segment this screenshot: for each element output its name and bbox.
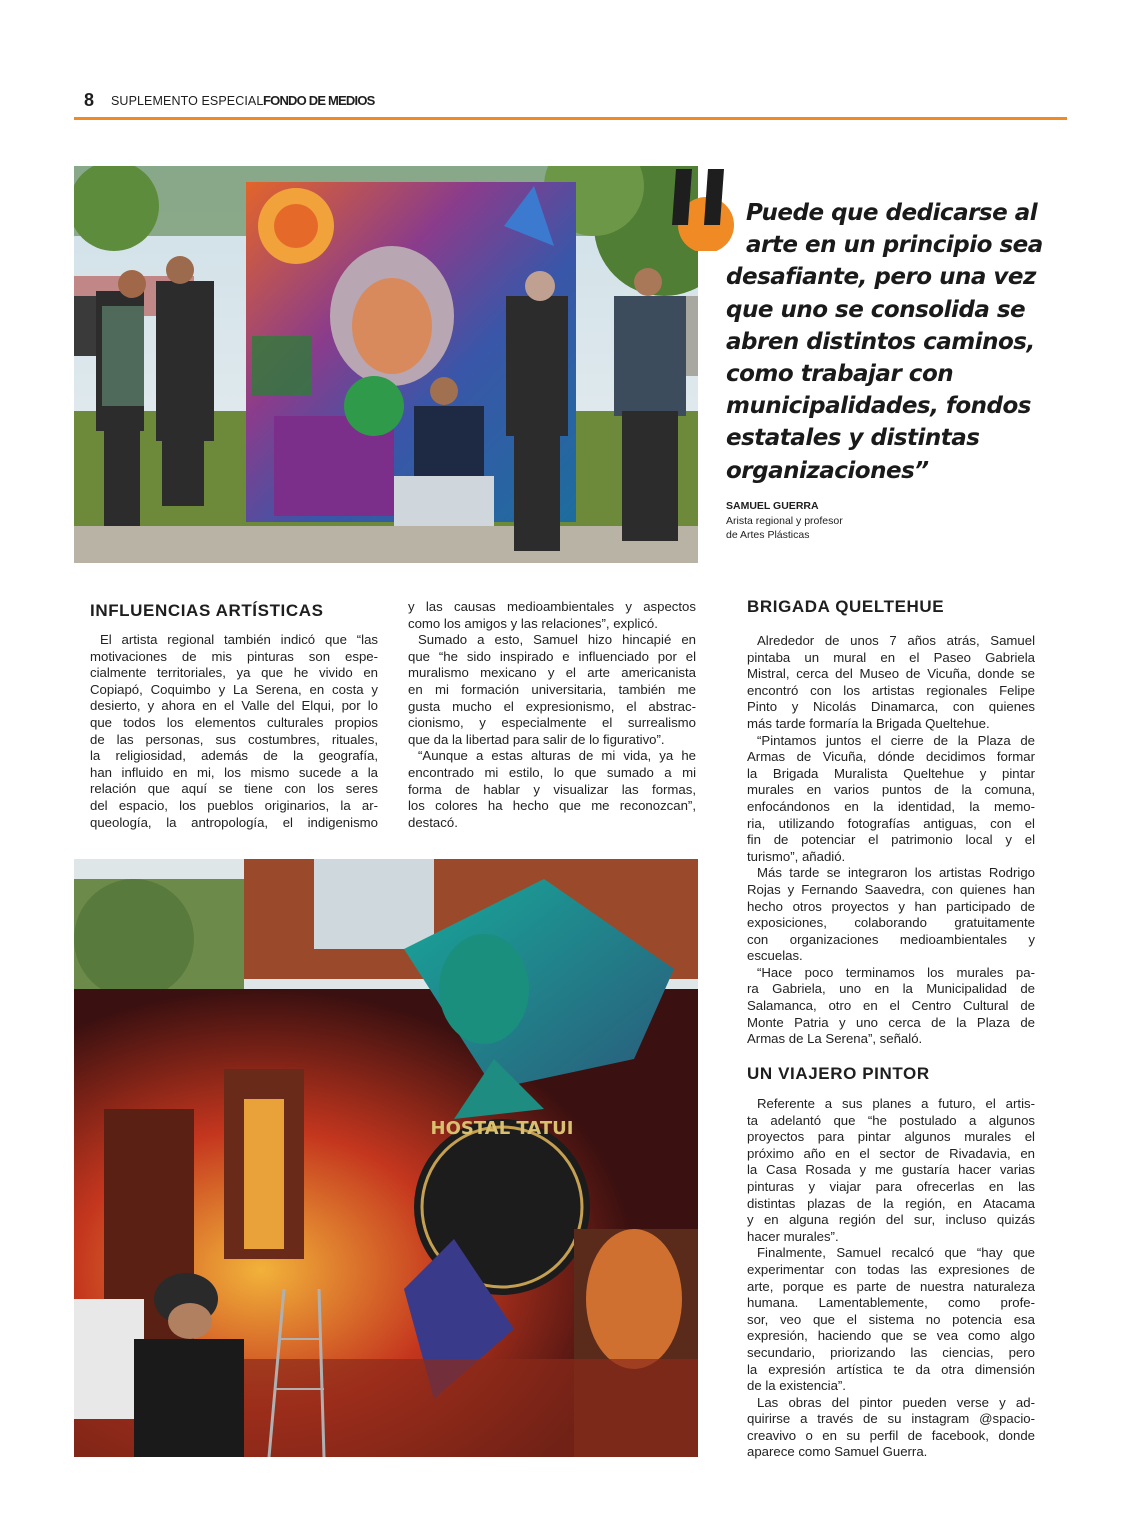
quote-line: Puede que dedicarse al (746, 200, 1038, 226)
body-line: han influido en mi, los mismo sucede a la (90, 764, 378, 780)
body-line: cialmente territoriales, ya que he vivido en (90, 665, 378, 681)
quote-line: que uno se consolida se (726, 296, 1026, 323)
body-line: próximo año en el sector de Rivadavia, en (747, 1145, 1035, 1161)
body-line: la religiosidad, además de la geografía, (90, 748, 378, 764)
body-line: del espacio, los pueblos originarios, la ar- (90, 797, 378, 813)
body-line: Armas de Vicuña, dónde decidimos formar (747, 749, 1035, 765)
body-line: hecho otros proyectos y han participado de (747, 898, 1035, 914)
body-line: El artista regional también indicó que “las (100, 632, 378, 647)
body-line: Armas de La Serena”, señaló. (747, 1031, 923, 1047)
section-title-influencias: INFLUENCIAS ARTÍSTICAS (90, 601, 324, 620)
body-line: destacó. (408, 814, 458, 830)
page-header (74, 88, 1067, 120)
body-line: arte, porque es parte de nuestra naturaleza (747, 1278, 1035, 1294)
header-rule (74, 117, 1067, 120)
body-line: pintaba un mural en el Paseo Gabriela (747, 649, 1035, 665)
role-line: Arista regional y profesor (726, 515, 843, 527)
body-line: ra Gabriela, uno en la Municipalidad de (747, 981, 1035, 997)
body-line: turismo”, añadió. (747, 848, 846, 864)
body-line: cionismo, y especialmente el surrealismo (408, 715, 696, 731)
body-line: ta adelantó que “he postulado a algunos (747, 1112, 1035, 1128)
pull-quote (726, 197, 1056, 487)
quote-line: organizaciones” (726, 457, 929, 484)
body-line: encontró con los artistas regionales Felipe (747, 682, 1035, 698)
body-line: de las personas, sus costumbres, rituales, (90, 731, 378, 747)
quote-line: municipalidades, fondos (726, 393, 1031, 420)
quote-line: desafiante, pero una vez (726, 264, 1036, 291)
body-line: que “he sido inspirado e influenciado por el (408, 648, 696, 664)
body-line: en mi formación universitaria, también me (408, 681, 696, 697)
role-line: de Artes Plásticas (726, 529, 810, 541)
body-line: Rojas y Fernando Saavedra, con quienes han (747, 881, 1035, 897)
quote-author: SAMUEL GUERRA (726, 500, 819, 512)
body-line: quirirse a través de su instagram @spacio- (747, 1411, 1035, 1427)
body-line: de la existencia”. (747, 1378, 846, 1394)
body-line: Sumado a esto, Samuel hizo hincapié en (418, 632, 696, 648)
brand-label: FONDO DE MEDIOS (263, 93, 375, 108)
body-line: distintas plazas de la región, en Atacama (747, 1195, 1035, 1211)
body-line: que da la libertad para salir de lo figurativo”. (408, 731, 665, 747)
body-line: Pinto y Nicolás Dinamarca, con quienes (747, 699, 1035, 715)
body-line: queología, la antropología, el indigenismo (90, 814, 378, 830)
body-line: Salamanca, otro en el Centro Cultural de (747, 998, 1035, 1014)
body-line: proyectos para pintar algunos murales el (747, 1129, 1035, 1145)
body-line: Referente a sus planes a futuro, el artis- (757, 1096, 1035, 1111)
body-line: pinturas y viajar para ofrecerlas en las (747, 1178, 1035, 1194)
body-line: Copiapó, Coquimbo y La Serena, en costa y (90, 681, 378, 697)
quote-line: estatales y distintas (726, 425, 980, 452)
quote-line: arte en un principio sea (746, 232, 1043, 259)
body-line: la Casa Rosada y me gustaría hacer varias (747, 1162, 1035, 1178)
article-column-3 (747, 633, 1035, 1048)
body-line: “Pintamos juntos el cierre de la Plaza de (757, 732, 1035, 748)
body-line: forma de hablar y visualizar las formas, (408, 781, 696, 797)
body-line: muralismo mexicano y el arte americanista (408, 665, 696, 681)
quote-line: abren distintos caminos, (726, 328, 1035, 355)
body-line: expresión, haciendo que se vea como algo (747, 1328, 1035, 1344)
body-line: más tarde formaría la Brigada Queltehue. (747, 715, 990, 731)
body-line: gusta mucho el expresionismo, el abstrac- (408, 698, 696, 714)
body-line: los colores ha hecho que me reconozcan”, (408, 798, 696, 814)
photo-artists-with-mural (74, 166, 698, 563)
body-line: desierto, y ahora en el Valle del Elqui, por lo (90, 698, 378, 714)
body-line: y en alguna región del sur, incluso quizás (747, 1212, 1035, 1228)
body-line: fin de potenciar el patrimonio local y el (747, 832, 1035, 848)
body-line: que todos los elementos culturales propios (90, 714, 378, 730)
body-line: encontrado mi estilo, lo que sumado a mi (408, 764, 696, 780)
body-line: motivaciones de mis pinturas son espe- (90, 648, 378, 664)
body-line: Monte Patria y uno cerca de la Plaza de (747, 1014, 1035, 1030)
article-column-1 (90, 632, 378, 831)
body-line: Mistral, cerca del Museo de Vicuña, donde se (747, 666, 1035, 682)
quote-line: como trabajar con (726, 361, 954, 388)
quote-author-role (726, 514, 926, 542)
body-line: Las obras del pintor pueden verse y ad- (757, 1394, 1035, 1410)
body-line: secundario, priorizando las ciencias, pero (747, 1344, 1035, 1360)
page-number: 8 (84, 90, 95, 110)
body-line: creavivo o en su perfil de facebook, donde (747, 1427, 1035, 1443)
body-line: murales en varios puntos de la comuna, (747, 782, 1035, 798)
body-line: Finalmente, Samuel recalcó que “hay que (757, 1245, 1035, 1261)
body-line: experimentar con todas las expresiones de (747, 1261, 1035, 1277)
body-line: “Hace poco terminamos los murales pa- (757, 964, 1035, 980)
supplement-label: SUPLEMENTO ESPECIAL (111, 94, 264, 108)
article-column-4 (747, 1096, 1035, 1461)
body-line: Más tarde se integraron los artistas Rodrigo (757, 865, 1035, 881)
mural-lettering: HOSTAL TATUI (430, 1118, 574, 1139)
photo-mural-hostal (74, 859, 698, 1457)
body-line: relación que aquí se tiene con los seres (90, 781, 378, 797)
body-line: escuelas. (747, 948, 803, 964)
body-line: la expresión artística te da otra dimensión (747, 1361, 1035, 1377)
body-line: con organizaciones medioambientales y (747, 931, 1035, 947)
body-line: y las causas medioambientales y aspectos (408, 599, 696, 614)
body-line: exposiciones, colaborando gratuitamente (747, 915, 1035, 931)
article-column-2 (408, 599, 696, 831)
body-line: como los amigos y las relaciones”, explicó. (408, 615, 658, 631)
body-line: ria, utilizando fotografías antiguas, con el (747, 815, 1035, 831)
body-line: Alrededor de unos 7 años atrás, Samuel (757, 633, 1035, 648)
body-line: hacer murales”. (747, 1228, 839, 1244)
body-line: sor, veo que el sistema no potencia esa (747, 1311, 1035, 1327)
section-title-brigada: BRIGADA QUELTEHUE (747, 597, 945, 616)
body-line: enfocándonos en la identidad, la memo- (747, 798, 1035, 814)
section-title-viajero: UN VIAJERO PINTOR (747, 1064, 930, 1083)
body-line: humana. Lamentablemente, como profe- (747, 1295, 1035, 1311)
body-line: la Brigada Muralista Queltehue y pintar (747, 765, 1035, 781)
body-line: aparece como Samuel Guerra. (747, 1444, 928, 1460)
body-line: “Aunque a estas alturas de mi vida, ya he (418, 748, 696, 764)
